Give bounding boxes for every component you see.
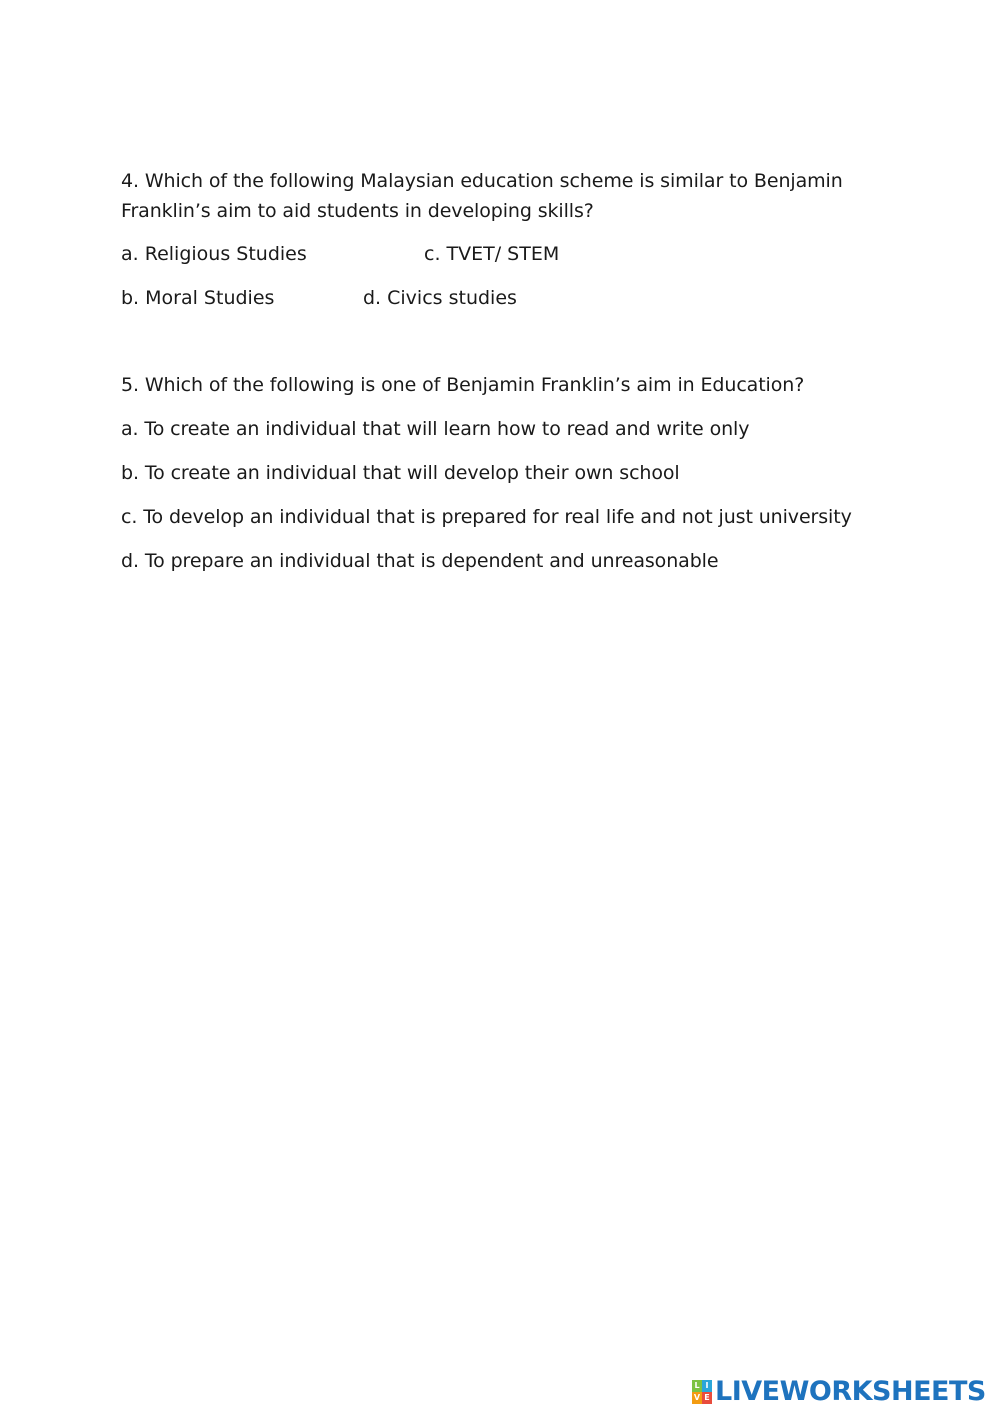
question-4-option-a[interactable]: a. Religious Studies (121, 243, 307, 265)
question-4-stem-line-1: 4. Which of the following Malaysian education scheme is similar to Benjamin (121, 170, 843, 192)
question-5-option-c[interactable]: c. To develop an individual that is prepared for real life and not just university (121, 506, 852, 528)
question-4-option-b[interactable]: b. Moral Studies (121, 287, 275, 309)
question-4-option-d[interactable]: d. Civics studies (363, 287, 517, 309)
logo-mark-letter-e: E (702, 1392, 712, 1404)
question-4-stem-line-2: Franklin’s aim to aid students in developing skills? (121, 200, 594, 222)
logo-mark-letter-v: V (693, 1393, 701, 1402)
question-5-option-d[interactable]: d. To prepare an individual that is dependent and unreasonable (121, 550, 719, 572)
logo-text: LIVEWORKSHEETS (715, 1376, 986, 1407)
liveworksheets-logo-icon (692, 1380, 712, 1404)
question-5-stem: 5. Which of the following is one of Benjamin Franklin’s aim in Education? (121, 374, 805, 396)
logo-mark-letter-i: I (702, 1380, 712, 1392)
question-4-option-c[interactable]: c. TVET/ STEM (424, 243, 560, 265)
liveworksheets-logo (692, 1374, 986, 1410)
question-5-option-a[interactable]: a. To create an individual that will learn how to read and write only (121, 418, 750, 440)
question-5-option-b[interactable]: b. To create an individual that will develop their own school (121, 462, 680, 484)
logo-mark-letter-l: L (692, 1380, 702, 1392)
